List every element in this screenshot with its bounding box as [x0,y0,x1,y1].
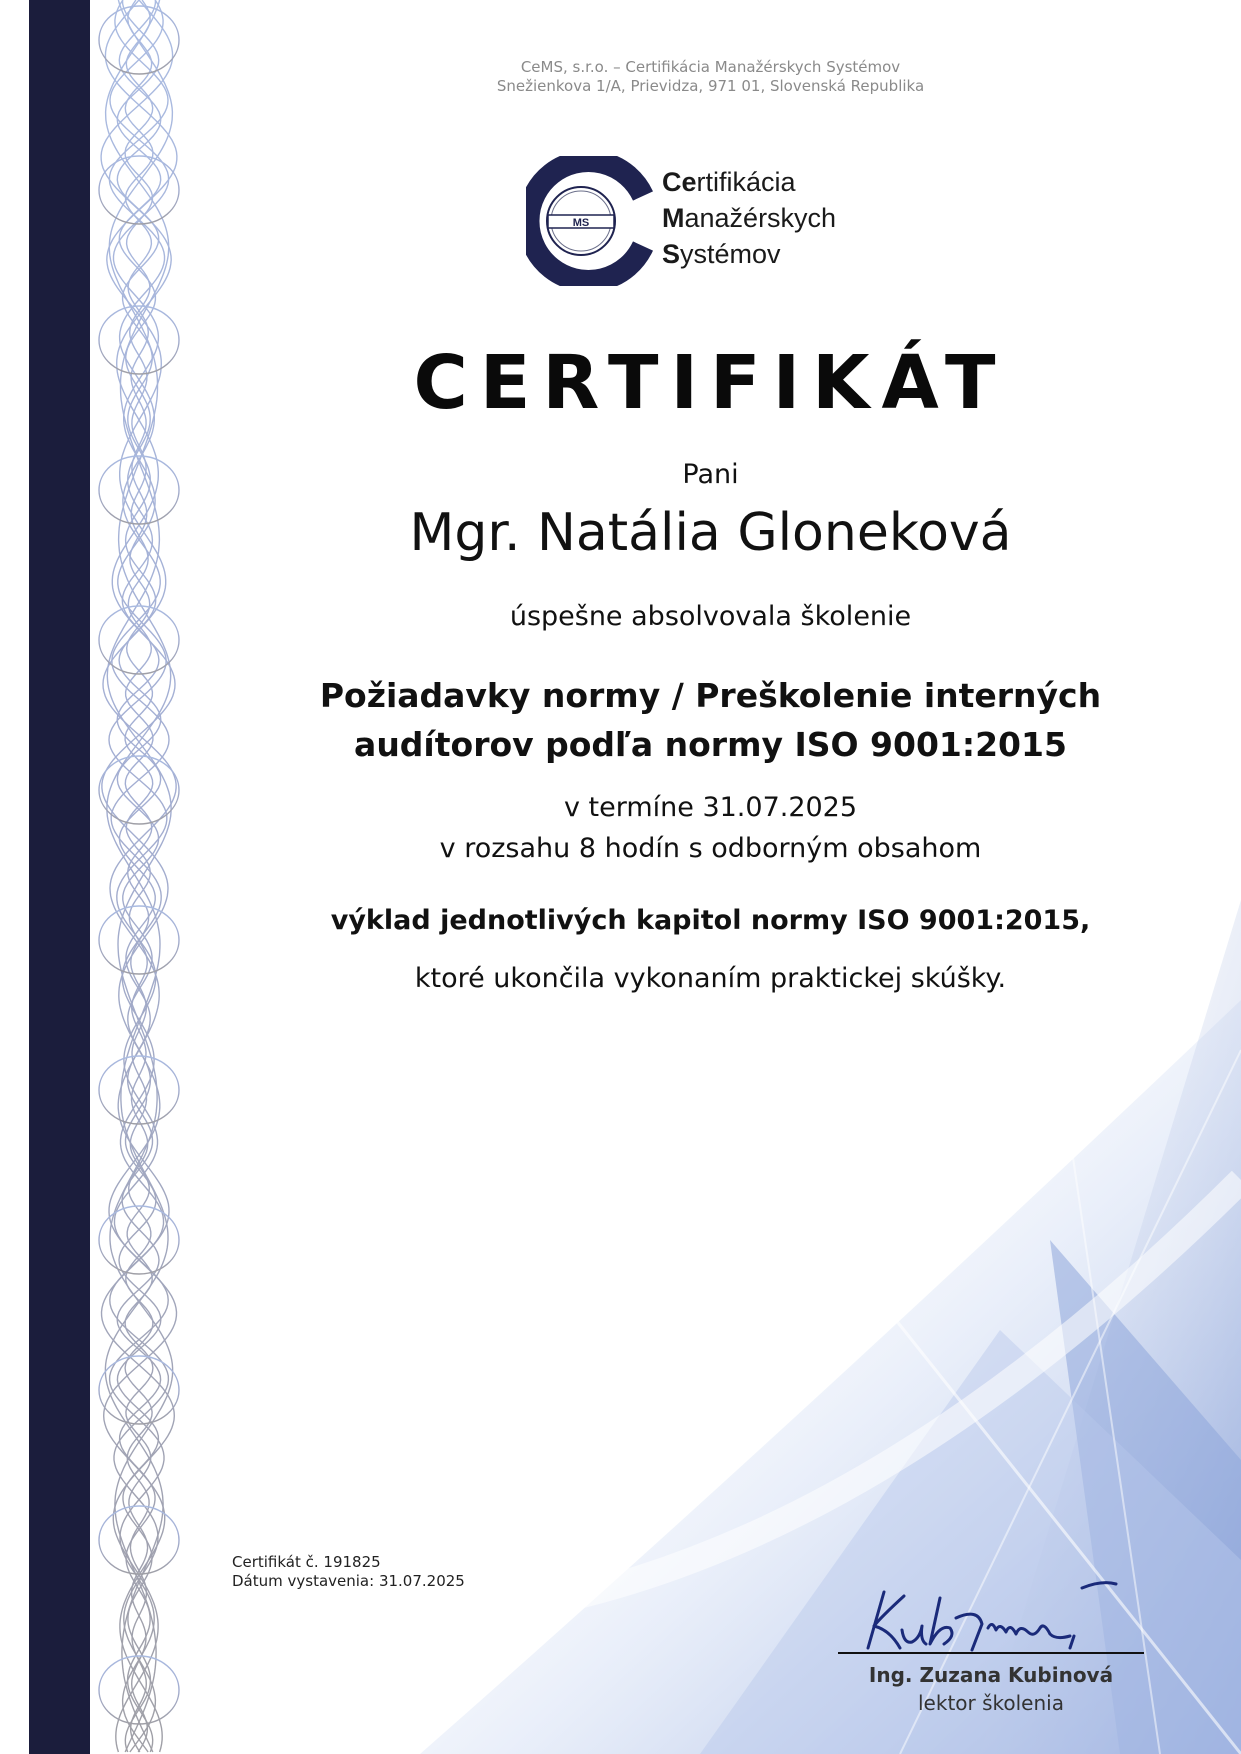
guilloche-ring [99,1506,179,1574]
guilloche-ring [99,756,179,824]
guilloche-ring [99,606,179,674]
guilloche-curve [109,0,169,1752]
course-scope: v rozsahu 8 hodín s odborným obsahom [439,833,982,864]
certificate-meta [232,1553,465,1591]
guilloche-curve [106,0,173,1752]
salutation: Pani [682,459,739,490]
course-topics: výklad jednotlivých kapitol normy ISO 9001:2015, [330,905,1091,936]
completion-text: úspešne absolvovala školenie [509,601,912,632]
logo-wordmark: Certifikácia Manažérskych Systémov [662,167,837,269]
guilloche-curve [105,0,172,1752]
guilloche-ring [99,156,179,224]
closing-text: ktoré ukončila vykonaním praktickej skúšky. [414,963,1007,994]
signature-line [838,1652,1144,1654]
guilloche-ring [99,306,179,374]
guilloche-border [99,0,179,1752]
cems-logo-mark [526,156,656,286]
issue-date: Dátum vystavenia: 31.07.2025 [232,1572,465,1590]
course-title-line-1: Požiadavky normy / Preškolenie interných [319,676,1102,715]
signer-name: Ing. Zuzana Kubinová [868,1663,1114,1687]
guilloche-ring [99,1206,179,1274]
course-date: v termíne 31.07.2025 [563,792,858,823]
course-title [180,671,1241,769]
recipient-name: Mgr. Natália Gloneková [409,503,1012,563]
certificate-title: CERTIFIKÁT [413,340,1008,426]
guilloche-curve [109,0,169,1752]
issuer-line-1: CeMS, s.r.o. – Certifikácia Manažérskych Systémov [520,58,901,76]
course-title-line-2: audítorov podľa normy ISO 9001:2015 [354,725,1067,764]
signer-role: lektor školenia [918,1691,1064,1715]
cems-logo [526,156,856,286]
certificate-number: Certifikát č. 191825 [232,1553,381,1571]
guilloche-ring [99,1656,179,1724]
guilloche-ring [99,1056,179,1124]
issuer-line-2: Snežienkova 1/A, Prievidza, 971 01, Slovenská Republika [496,77,925,95]
logo-mark-text: MS [572,217,590,229]
left-bar [29,0,90,1754]
handwritten-signature [860,1578,1130,1658]
